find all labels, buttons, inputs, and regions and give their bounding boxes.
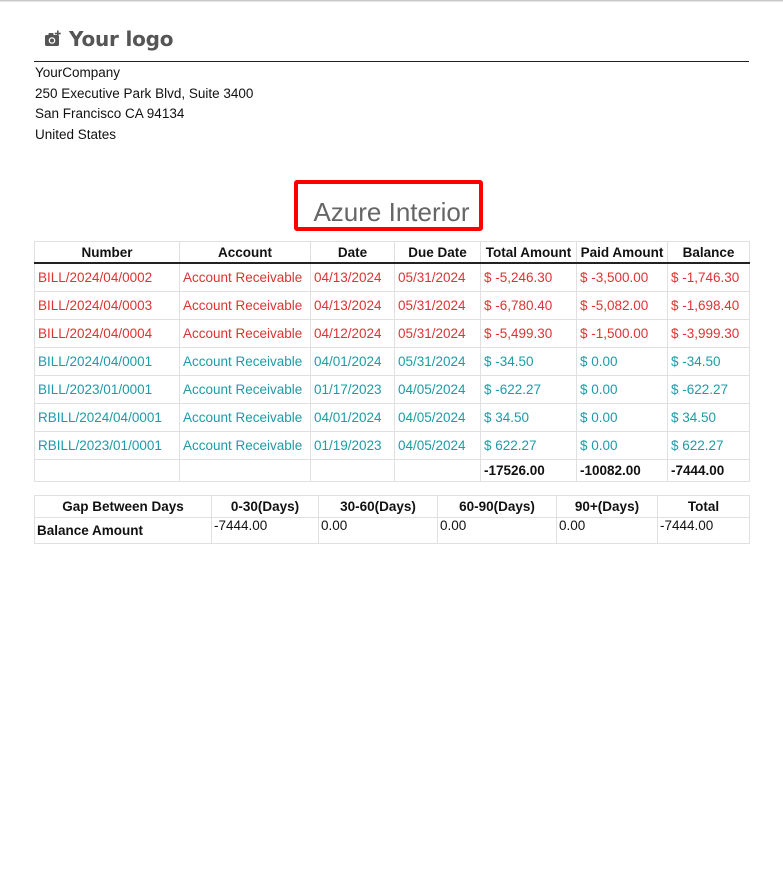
- bill-date: 04/13/2024: [311, 263, 395, 292]
- col-0-30-days: 0-30(Days): [212, 496, 319, 518]
- col-date: Date: [311, 242, 395, 264]
- balance-amount-label: Balance Amount: [35, 518, 212, 544]
- bill-paid-amount: $ 0.00: [577, 376, 668, 404]
- col-due-date: Due Date: [395, 242, 481, 264]
- bill-number: BILL/2024/04/0004: [35, 320, 180, 348]
- col-account: Account: [180, 242, 311, 264]
- bill-total-amount: $ -5,499.30: [481, 320, 577, 348]
- bill-total-amount: $ 622.27: [481, 432, 577, 460]
- bills-table: [34, 241, 750, 482]
- bill-due-date: 04/05/2024: [395, 404, 481, 432]
- table-row: [35, 376, 750, 404]
- company-city: San Francisco CA 94134: [35, 106, 185, 122]
- bill-balance: $ -3,999.30: [668, 320, 750, 348]
- bill-account: Account Receivable: [180, 348, 311, 376]
- col-number: Number: [35, 242, 180, 264]
- col-balance: Balance: [668, 242, 750, 264]
- header-divider: [34, 61, 749, 62]
- bill-paid-amount: $ 0.00: [577, 432, 668, 460]
- bill-paid-amount: $ -3,500.00: [577, 263, 668, 292]
- bill-balance: $ -1,698.40: [668, 292, 750, 320]
- bill-total-amount: $ -622.27: [481, 376, 577, 404]
- company-logo: [44, 26, 173, 52]
- company-name: YourCompany: [35, 65, 121, 80]
- bill-balance: $ 622.27: [668, 432, 750, 460]
- bill-date: 04/13/2024: [311, 292, 395, 320]
- table-row: [35, 292, 750, 320]
- bill-date: 04/01/2024: [311, 348, 395, 376]
- total-amount-sum: -17526.00: [481, 460, 577, 482]
- bill-account: Account Receivable: [180, 320, 311, 348]
- bill-paid-amount: $ 0.00: [577, 404, 668, 432]
- bill-paid-amount: $ -1,500.00: [577, 320, 668, 348]
- aging-30-60-value: 0.00: [319, 518, 438, 544]
- bill-date: 04/12/2024: [311, 320, 395, 348]
- empty-cell: [395, 460, 481, 482]
- company-street: 250 Executive Park Blvd, Suite 3400: [35, 85, 254, 101]
- paid-amount-sum: -10082.00: [577, 460, 668, 482]
- aging-0-30-value: -7444.00: [212, 518, 319, 544]
- totals-row: [35, 460, 750, 482]
- bill-balance: $ -34.50: [668, 348, 750, 376]
- aging-90-plus-value: 0.00: [557, 518, 658, 544]
- col-30-60-days: 30-60(Days): [319, 496, 438, 518]
- bill-number: BILL/2024/04/0001: [35, 348, 180, 376]
- table-row: [35, 432, 750, 460]
- aging-header-row: [35, 496, 750, 518]
- camera-icon: [44, 30, 62, 48]
- bill-due-date: 05/31/2024: [395, 292, 481, 320]
- balance-amount-row: [35, 518, 750, 544]
- col-90-plus-days: 90+(Days): [557, 496, 658, 518]
- bill-due-date: 04/05/2024: [395, 432, 481, 460]
- bill-total-amount: $ -6,780.40: [481, 292, 577, 320]
- bill-paid-amount: $ 0.00: [577, 348, 668, 376]
- bill-number: BILL/2023/01/0001: [35, 376, 180, 404]
- table-row: [35, 263, 750, 292]
- bill-number: BILL/2024/04/0002: [35, 263, 180, 292]
- table-row: [35, 320, 750, 348]
- empty-cell: [35, 460, 180, 482]
- bill-balance: $ -1,746.30: [668, 263, 750, 292]
- col-total: Total: [658, 496, 750, 518]
- bill-due-date: 05/31/2024: [395, 348, 481, 376]
- aging-table: [34, 495, 750, 544]
- aging-60-90-value: 0.00: [438, 518, 557, 544]
- table-row: [35, 348, 750, 376]
- bill-total-amount: $ -34.50: [481, 348, 577, 376]
- bill-balance: $ -622.27: [668, 376, 750, 404]
- bill-number: RBILL/2023/01/0001: [35, 432, 180, 460]
- bill-account: Account Receivable: [180, 263, 311, 292]
- empty-cell: [180, 460, 311, 482]
- col-gap-between-days: Gap Between Days: [35, 496, 212, 518]
- company-country: United States: [35, 127, 117, 143]
- bill-account: Account Receivable: [180, 432, 311, 460]
- bill-total-amount: $ 34.50: [481, 404, 577, 432]
- bill-number: BILL/2024/04/0003: [35, 292, 180, 320]
- partner-name: Azure Interior: [313, 197, 470, 227]
- col-paid-amount: Paid Amount: [577, 242, 668, 264]
- company-address: [35, 63, 253, 146]
- bill-account: Account Receivable: [180, 376, 311, 404]
- balance-sum: -7444.00: [668, 460, 750, 482]
- bill-account: Account Receivable: [180, 404, 311, 432]
- bill-balance: $ 34.50: [668, 404, 750, 432]
- top-shadow: [0, 0, 783, 2]
- bill-date: 01/17/2023: [311, 376, 395, 404]
- bill-account: Account Receivable: [180, 292, 311, 320]
- bill-date: 01/19/2023: [311, 432, 395, 460]
- bill-total-amount: $ -5,246.30: [481, 263, 577, 292]
- empty-cell: [311, 460, 395, 482]
- logo-text: Your logo: [69, 27, 174, 51]
- col-60-90-days: 60-90(Days): [438, 496, 557, 518]
- bill-due-date: 04/05/2024: [395, 376, 481, 404]
- bill-paid-amount: $ -5,082.00: [577, 292, 668, 320]
- bill-due-date: 05/31/2024: [395, 320, 481, 348]
- bill-number: RBILL/2024/04/0001: [35, 404, 180, 432]
- bill-due-date: 05/31/2024: [395, 263, 481, 292]
- table-row: [35, 404, 750, 432]
- col-total-amount: Total Amount: [481, 242, 577, 264]
- bill-date: 04/01/2024: [311, 404, 395, 432]
- aging-total-value: -7444.00: [658, 518, 750, 544]
- bills-header-row: [35, 242, 750, 264]
